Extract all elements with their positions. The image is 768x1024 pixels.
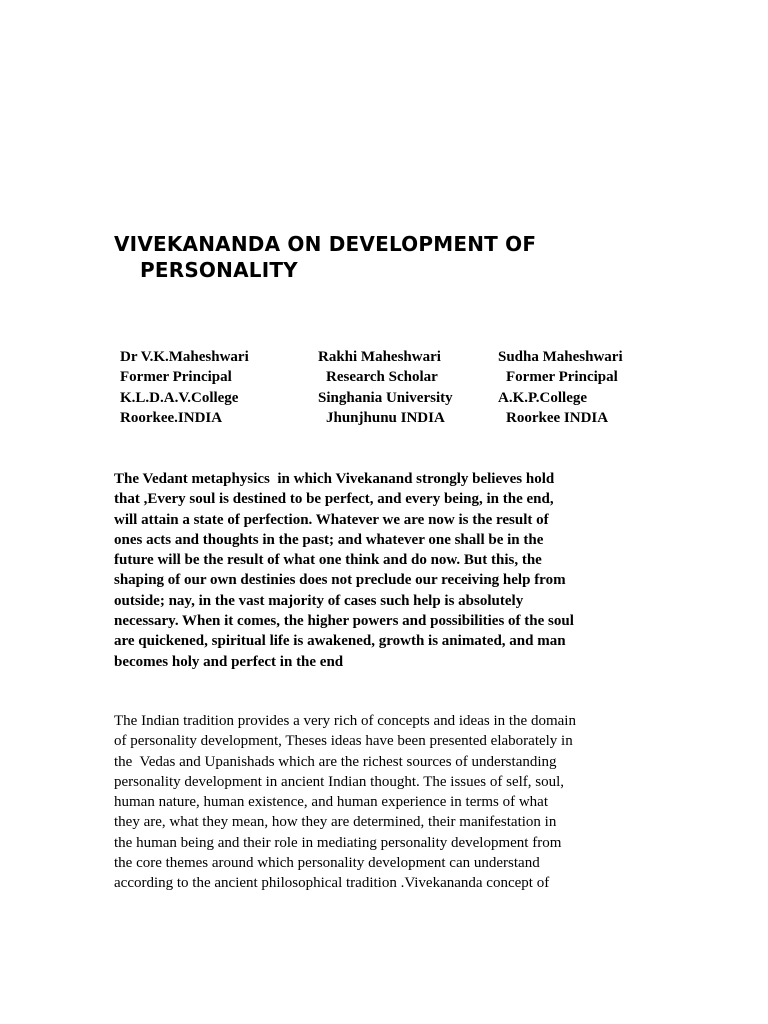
author-location: Jhunjhunu INDIA bbox=[326, 409, 445, 426]
author-entry bbox=[318, 347, 488, 428]
paragraph-line: that ,Every soul is destined to be perfect, and every being, in the end, bbox=[114, 491, 554, 508]
author-institution: Singhania University bbox=[318, 389, 453, 406]
paragraph-line: The Vedant metaphysics in which Vivekanand strongly believes hold bbox=[114, 471, 555, 487]
paragraph-line: the Vedas and Upanishads which are the richest sources of understanding bbox=[114, 753, 557, 770]
paragraph-line: The Indian tradition provides a very rich of concepts and ideas in the domain bbox=[114, 713, 576, 729]
paragraph-line: outside; nay, in the vast majority of cases such help is absolutely bbox=[114, 592, 524, 609]
author-role: Former Principal bbox=[506, 369, 618, 386]
author-entry bbox=[120, 347, 310, 428]
author-name: Sudha Maheshwari bbox=[498, 349, 623, 365]
paragraph-line: becomes holy and perfect in the end bbox=[114, 653, 344, 670]
paragraph-line: according to the ancient philosophical tradition .Vivekananda concept of bbox=[114, 875, 550, 892]
paragraph-line: will attain a state of perfection. Whatever we are now is the result of bbox=[114, 511, 549, 528]
author-role: Research Scholar bbox=[326, 369, 438, 386]
author-location: Roorkee INDIA bbox=[506, 409, 609, 426]
paragraph-line: future will be the result of what one think and do now. But this, the bbox=[114, 552, 542, 569]
author-location: Roorkee.INDIA bbox=[120, 409, 223, 426]
title-line: VIVEKANANDA ON DEVELOPMENT OF bbox=[114, 232, 537, 256]
paragraph-line: of personality development, Theses ideas have been presented elaborately in bbox=[114, 733, 573, 750]
author-entry bbox=[498, 347, 678, 428]
title-line: PERSONALITY bbox=[140, 258, 298, 282]
paragraph-line: ones acts and thoughts in the past; and whatever one shall be in the bbox=[114, 531, 544, 548]
paragraph-line: the core themes around which personality development can understand bbox=[114, 855, 540, 872]
paragraph-line: personality development in ancient Indian thought. The issues of self, soul, bbox=[114, 773, 565, 790]
author-institution: A.K.P.College bbox=[498, 389, 588, 406]
paragraph-line: human nature, human existence, and human experience in terms of what bbox=[114, 794, 549, 811]
paragraph-line: the human being and their role in mediating personality development from bbox=[114, 834, 562, 851]
paragraph-line: are quickened, spiritual life is awakened, growth is animated, and man bbox=[114, 633, 566, 650]
author-institution: K.L.D.A.V.College bbox=[120, 389, 239, 406]
author-role: Former Principal bbox=[120, 369, 232, 386]
body-paragraph bbox=[114, 711, 674, 894]
author-name: Dr V.K.Maheshwari bbox=[120, 349, 249, 365]
document-title bbox=[114, 231, 674, 283]
paragraph-line: shaping of our own destinies does not preclude our receiving help from bbox=[114, 572, 566, 589]
paragraph-line: they are, what they mean, how they are determined, their manifestation in bbox=[114, 814, 557, 831]
paragraph-line: necessary. When it comes, the higher powers and possibilities of the soul bbox=[114, 613, 574, 630]
author-name: Rakhi Maheshwari bbox=[318, 349, 441, 365]
body-paragraph bbox=[114, 469, 674, 672]
